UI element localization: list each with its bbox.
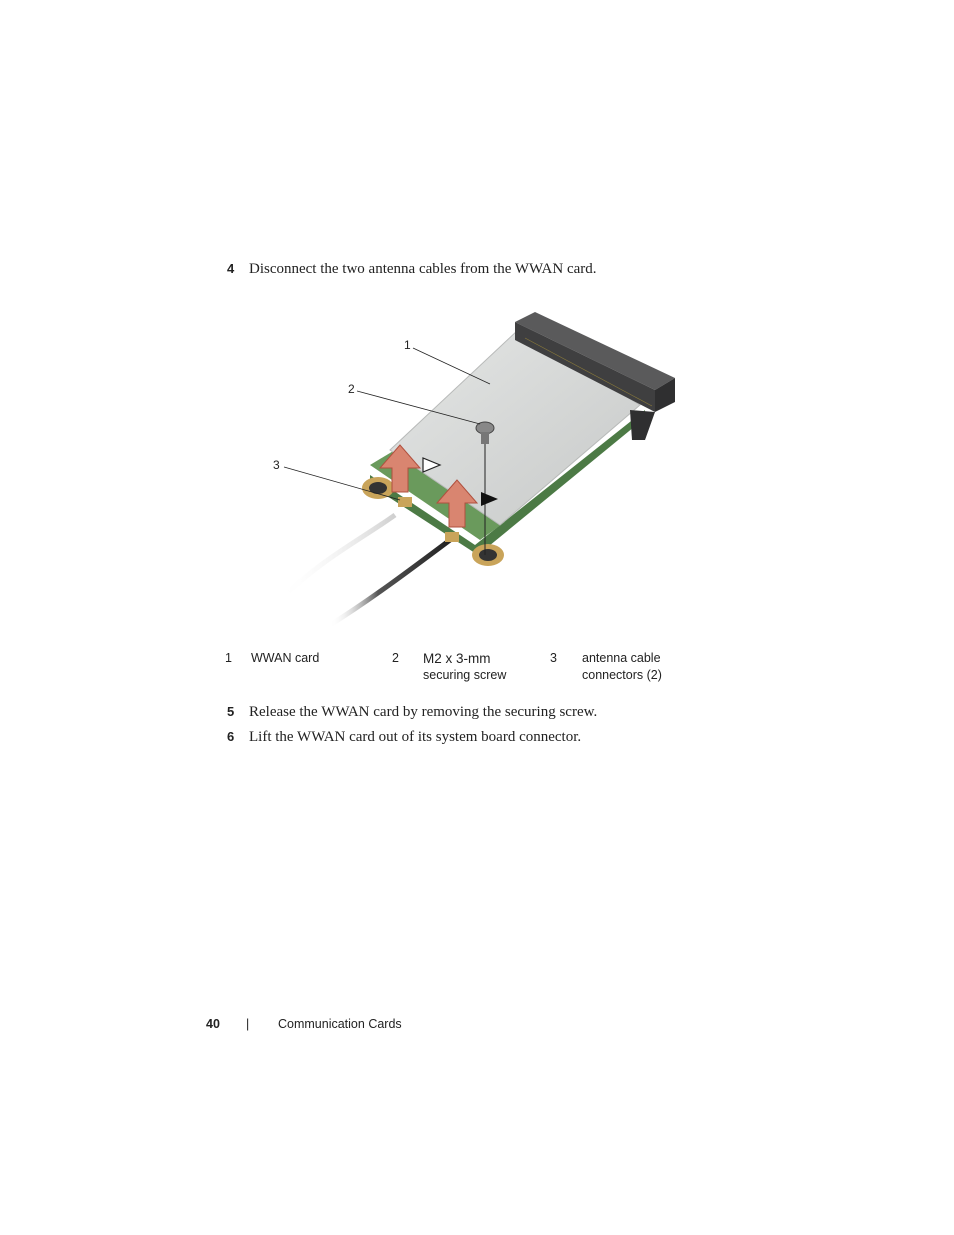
legend-label: antenna cable	[582, 651, 661, 665]
legend-number: 3	[550, 651, 557, 665]
step-6	[227, 728, 581, 746]
antenna-connector-2	[445, 532, 459, 542]
page-number: 40	[206, 1017, 220, 1031]
step-4	[227, 260, 597, 278]
white-antenna-cable	[280, 515, 395, 600]
legend-number: 2	[392, 651, 399, 665]
footer-separator: |	[246, 1017, 250, 1031]
step-text: Release the WWAN card by removing the securing screw.	[249, 704, 598, 720]
legend-number: 1	[225, 651, 232, 665]
step-number: 5	[227, 704, 235, 719]
black-antenna-cable	[330, 540, 450, 625]
callout-3: 3	[273, 458, 280, 472]
legend-label-line2: connectors (2)	[582, 668, 662, 682]
legend-label: WWAN card	[251, 651, 320, 665]
legend-label-line2: securing screw	[423, 668, 507, 682]
step-text: Lift the WWAN card out of its system board connector.	[249, 729, 582, 745]
step-5	[227, 703, 597, 721]
legend-label: M2 x 3-mm	[423, 651, 491, 666]
step-number: 6	[227, 729, 235, 744]
step-text: Disconnect the two antenna cables from the WWAN card.	[249, 261, 597, 277]
antenna-connector-1	[398, 497, 412, 507]
step-number: 4	[227, 261, 235, 276]
callout-2: 2	[348, 382, 355, 396]
section-title: Communication Cards	[278, 1017, 402, 1031]
callout-1: 1	[404, 338, 411, 352]
wwan-card-illustration	[260, 300, 690, 630]
